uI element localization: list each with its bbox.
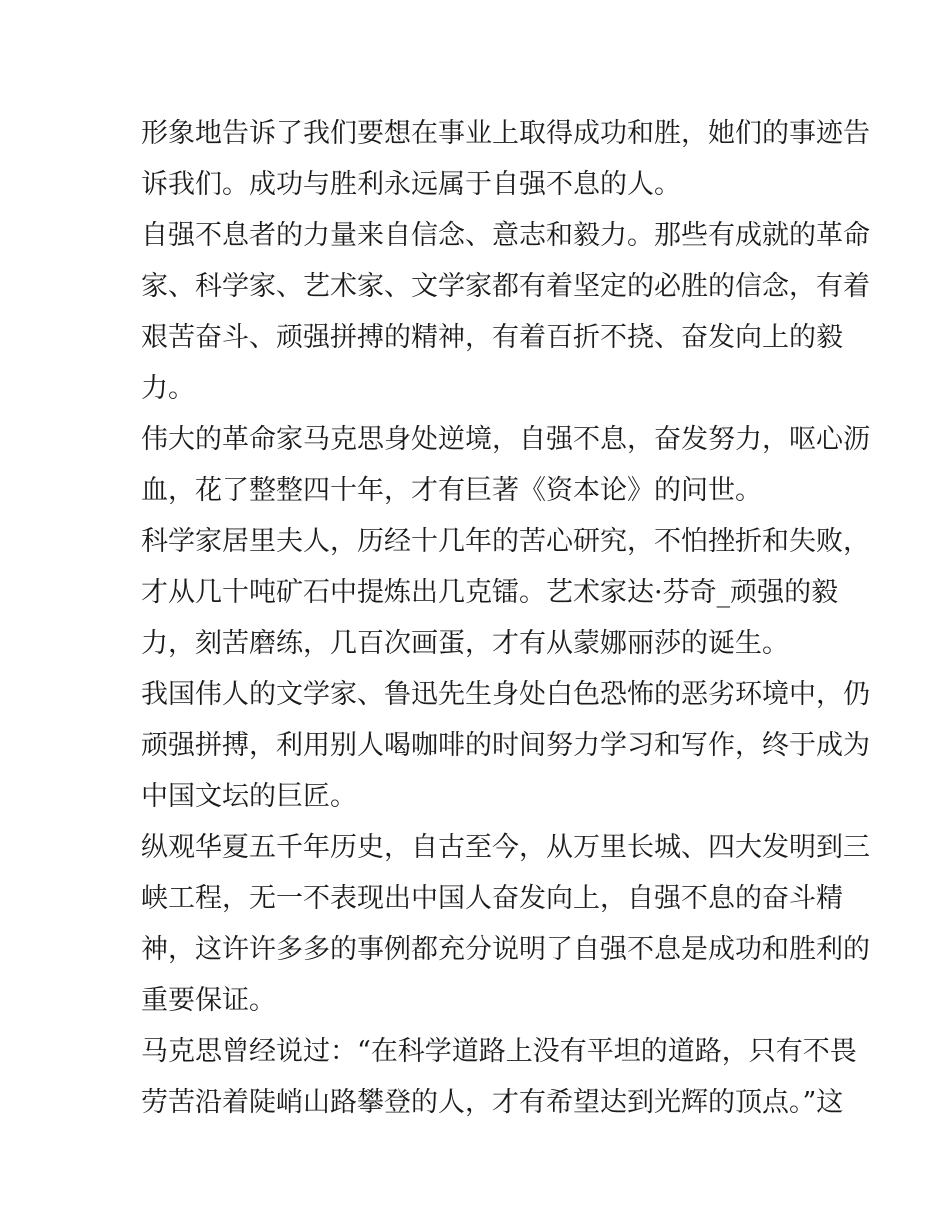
text-line: 艰苦奋斗、顽强拼搏的精神，有着百折不挠、奋发向上的毅 [141,322,843,353]
text-line: 我国伟人的文学家、鲁迅先生身处白色恐怖的恶劣环境中，仍 [141,679,870,710]
text-line: 家、科学家、艺术家、文学家都有着坚定的必胜的信念，有着 [141,271,870,302]
text-line: 纵观华夏五千年历史，自古至今，从万里长城、四大发明到三 [141,832,870,863]
text-line: 顽强拼搏，利用别人喝咖啡的时间努力学习和写作，终于成为 [141,730,870,761]
text-line: 重要保证。 [141,985,276,1016]
text-line: 劳苦沿着陡峭山路攀登的人，才有希望达到光辉的顶点。”这 [141,1087,844,1118]
text-line: 自强不息者的力量来自信念、意志和毅力。那些有成就的革命 [141,220,870,251]
text-line: 才从几十吨矿石中提炼出几克镭。艺术家达·芬奇_顽强的毅 [141,577,839,608]
text-line: 血，花了整整四十年，才有巨著《资本论》的问世。 [141,475,762,506]
text-line: 峡工程，无一不表现出中国人奋发向上，自强不息的奋斗精 [141,883,843,914]
text-line: 诉我们。成功与胜利永远属于自强不息的人。 [141,169,681,200]
document-body [141,108,870,1128]
text-line: 神，这许许多多的事例都充分说明了自强不息是成功和胜利的 [141,934,870,965]
text-line: 科学家居里夫人，历经十几年的苦心研究，不怕挫折和失败， [141,526,870,557]
text-line: 力。 [141,373,195,404]
text-line: 形象地告诉了我们要想在事业上取得成功和胜，她们的事迹告 [141,118,870,149]
text-line: 中国文坛的巨匠。 [141,781,357,812]
text-line: 伟大的革命家马克思身处逆境，自强不息，奋发努力，呕心沥 [141,424,870,455]
text-line: 马克思曾经说过：“在科学道路上没有平坦的道路，只有不畏 [141,1036,857,1067]
text-line: 力，刻苦磨练，几百次画蛋，才有从蒙娜丽莎的诞生。 [141,628,789,659]
